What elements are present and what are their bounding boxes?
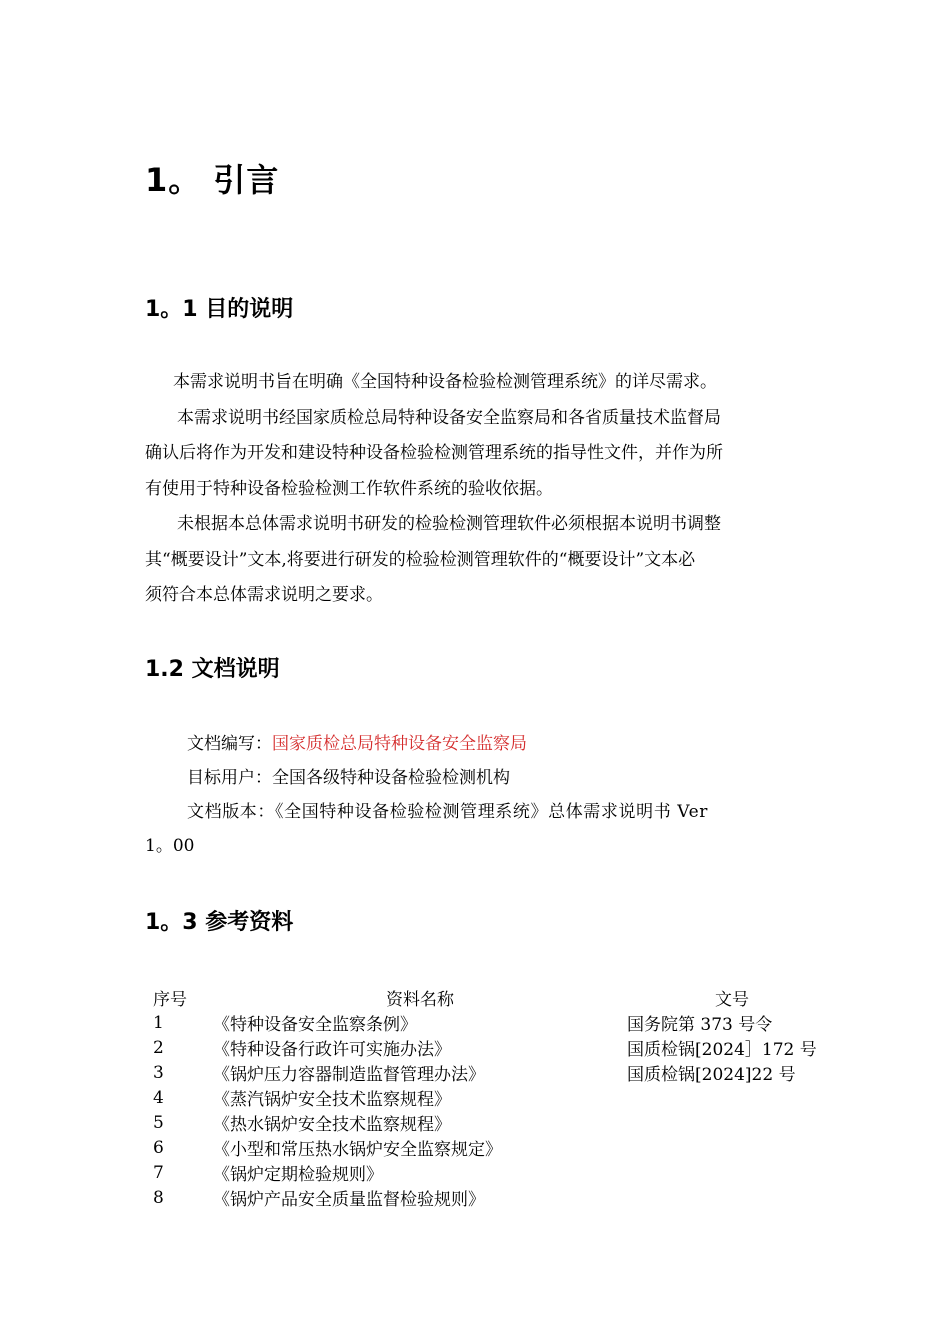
purpose-line: 其“概要设计”文本,将要进行研发的检验检测管理软件的“概要设计”文本必 (145, 549, 696, 570)
column-header-index: 序号 (153, 990, 187, 1010)
row-doc-number (627, 1110, 837, 1135)
version-line-cont: 1。00 (145, 836, 195, 856)
table-row (145, 1110, 837, 1135)
author-label: 文档编写： (187, 734, 272, 754)
purpose-line: 未根据本总体需求说明书研发的检验检测管理软件必须根据本说明书调整 (177, 514, 721, 534)
table-row (145, 1135, 837, 1160)
row-name: 《特种设备行政许可实施办法》 (213, 1040, 451, 1060)
section-heading-purpose: 1。1 目的说明 (145, 297, 294, 322)
table-row (145, 1085, 837, 1110)
row-name: 《小型和常压热水锅炉安全监察规定》 (213, 1140, 502, 1160)
row-doc-number: 国质检锅[2024]22 号 (627, 1065, 796, 1085)
table-row (145, 1060, 837, 1085)
version-line: 文档版本：《全国特种设备检验检测管理系统》总体需求说明书 Ver (187, 802, 709, 822)
row-doc-number (627, 1135, 837, 1160)
row-doc-number (627, 1185, 837, 1210)
purpose-line: 本需求说明书经国家质检总局特种设备安全监察局和各省质量技术监督局 (177, 407, 721, 428)
row-doc-number (627, 1085, 837, 1110)
row-index: 3 (153, 1062, 164, 1083)
table-row (145, 1035, 837, 1060)
row-index: 7 (153, 1162, 164, 1183)
section-heading-document: 1.2 文档说明 (145, 657, 280, 682)
row-index: 6 (153, 1137, 164, 1158)
table-row (145, 1160, 837, 1185)
section-heading-references: 1。3 参考资料 (145, 910, 294, 935)
row-name: 《特种设备安全监察条例》 (213, 1015, 417, 1035)
row-name: 《锅炉产品安全质量监督检验规则》 (213, 1190, 485, 1210)
row-doc-number: 国质检锅[2024］172 号 (627, 1040, 817, 1060)
table-header-row (145, 985, 837, 1010)
purpose-line: 须符合本总体需求说明之要求。 (145, 585, 383, 605)
table-row (145, 1010, 837, 1035)
column-header-doc-number: 文号 (715, 990, 749, 1010)
row-index: 8 (153, 1187, 164, 1208)
author-line (145, 727, 810, 761)
purpose-line: 有使用于特种设备检验检测工作软件系统的验收依据。 (145, 478, 553, 499)
author-value: 国家质检总局特种设备安全监察局 (272, 734, 527, 754)
document-info (145, 727, 810, 863)
user-value: 全国各级特种设备检验检测机构 (272, 768, 510, 788)
row-name: 《蒸汽锅炉安全技术监察规程》 (213, 1090, 451, 1110)
row-index: 1 (153, 1012, 164, 1033)
row-index: 5 (153, 1112, 164, 1133)
purpose-paragraph (145, 365, 810, 614)
row-index: 4 (153, 1087, 164, 1108)
row-name: 《锅炉定期检验规则》 (213, 1165, 383, 1185)
column-header-name: 资料名称 (386, 990, 454, 1010)
row-name: 《锅炉压力容器制造监督管理办法》 (213, 1065, 485, 1085)
row-doc-number: 国务院第 373 号令 (627, 1015, 773, 1035)
row-doc-number (627, 1160, 837, 1185)
purpose-line: 本需求说明书旨在明确《全国特种设备检验检测管理系统》的详尽需求。 (173, 372, 717, 392)
purpose-line: 确认后将作为开发和建设特种设备检验检测管理系统的指导性文件，并作为所 (145, 443, 723, 463)
user-line (145, 761, 810, 795)
references-table (145, 985, 837, 1210)
user-label: 目标用户： (187, 768, 272, 788)
row-name: 《热水锅炉安全技术监察规程》 (213, 1115, 451, 1135)
row-index: 2 (153, 1037, 164, 1058)
table-row (145, 1185, 837, 1210)
chapter-heading: 1。 引言 (145, 161, 280, 199)
